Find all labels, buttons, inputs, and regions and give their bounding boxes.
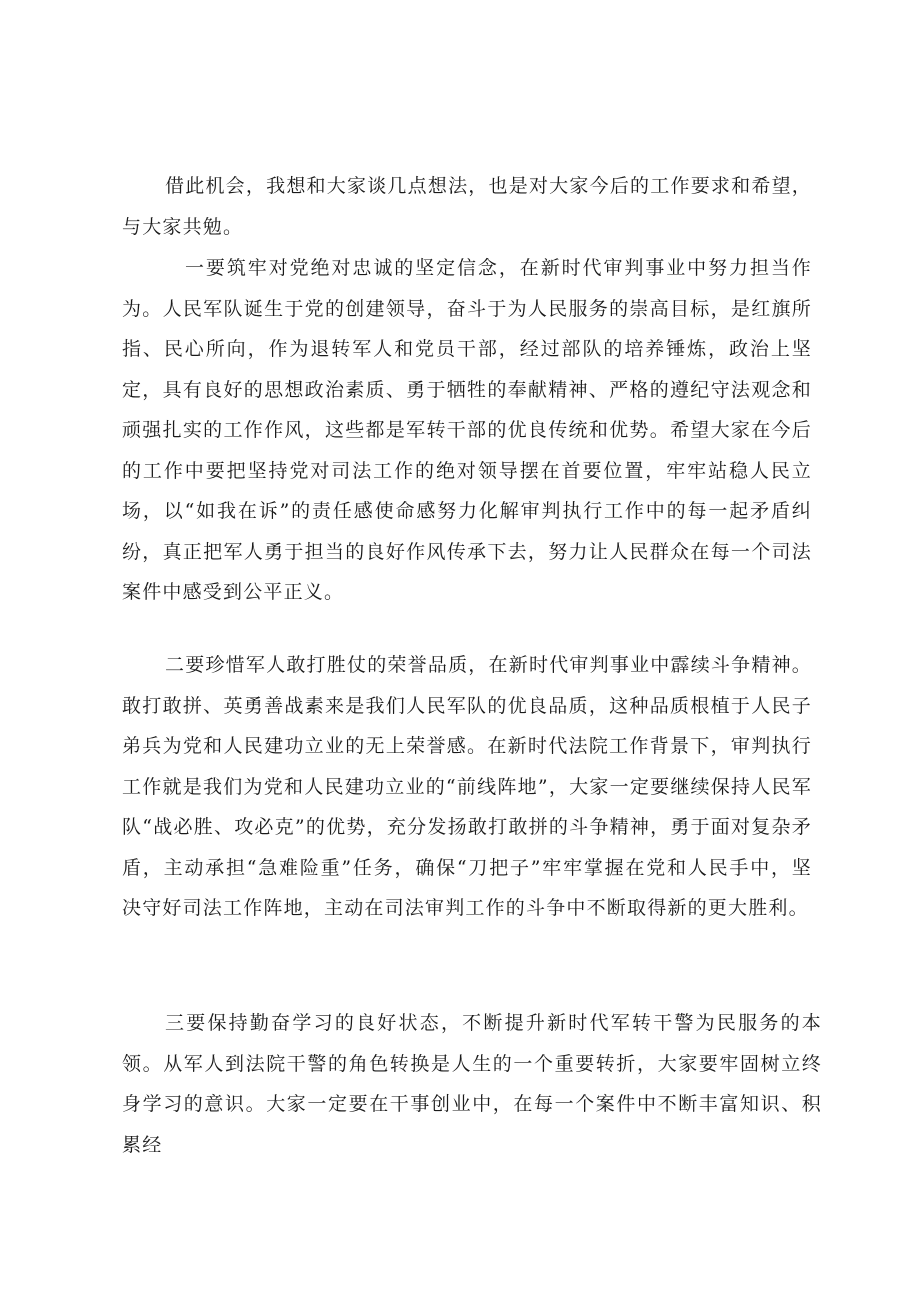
paragraph-point-one: 一要筑牢对党绝对忠诚的坚定信念，在新时代审判事业中努力担当作为。人民军队诞生于党的创建领导，奋斗于为人民服务的崇高目标，是红旗所指、民心所向，作为退转军人和党员干部，经过部队的培养锤炼，政治上坚定，具有良好的思想政治素质、勇于牺牲的奉献精神、严格的遵纪守法观念和顽强扎实的工作作风，这些都是军转干部的优良传统和优势。希望大家在今后的工作中要把坚持党对司法工作的绝对领导摆在首要位置，牢牢站稳人民立场，以“如我在诉”的责任感使命感努力化解审判执行工作中的每一起矛盾纠纷，真正把军人勇于担当的良好作风传承下去，努力让人民群众在每一个司法案件中感受到公平正义。 bbox=[122, 257, 812, 603]
paragraph-intro: 借此机会，我想和大家谈几点想法，也是对大家今后的工作要求和希望，与大家共勉。 bbox=[122, 175, 812, 238]
paragraph-point-two: 二要珍惜军人敢打胜仗的荣誉品质，在新时代审判事业中霹续斗争精神。敢打敢拼、英勇善战素来是我们人民军队的优良品质，这种品质根植于人民子弟兵为党和人民建功立业的无上荣誉感。在新时代法院工作背景下，审判执行工作就是我们为党和人民建功立业的“前线阵地”，大家一定要继续保持人民军队“战必胜、攻必克”的优势，充分发扬敢打敢拼的斗争精神，勇于面对复杂矛盾，主动承担“急难险重”任务，确保“刀把子”牢牢掌握在党和人民手中，坚决守好司法工作阵地，主动在司法审判工作的斗争中不断取得新的更大胜利。 bbox=[122, 654, 812, 919]
paragraph-point-three: 三要保持勤奋学习的良好状态，不断提升新时代军转干警为民服务的本领。从军人到法院干警的角色转换是人生的一个重要转折，大家要牢固树立终身学习的意识。大家一定要在干事创业中，在每一个案件中不断丰富知识、积累经 bbox=[122, 1012, 822, 1156]
